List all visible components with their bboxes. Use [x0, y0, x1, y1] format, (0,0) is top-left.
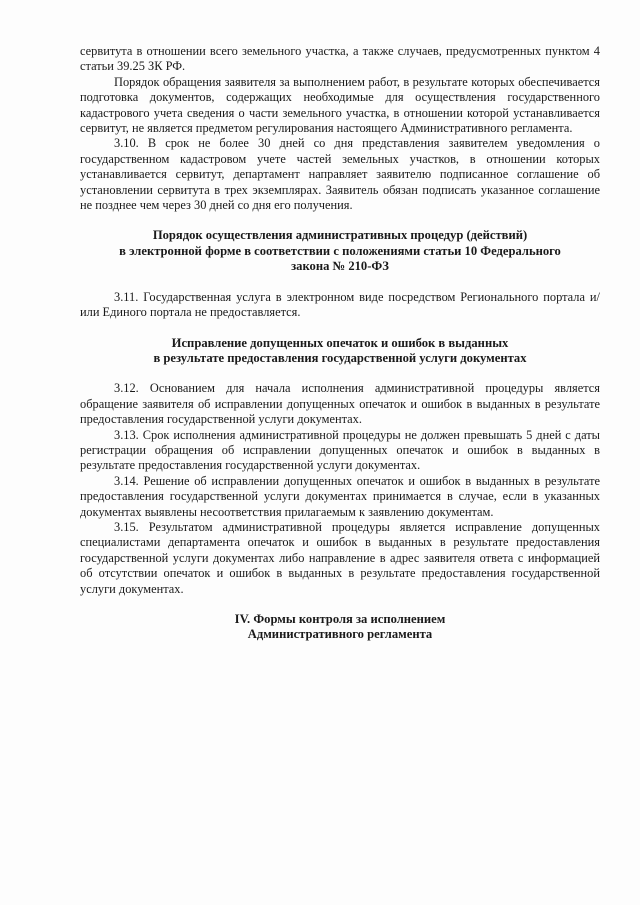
heading-electronic-line-2: в электронной форме в соответствии с положениями статьи 10 Федерального: [119, 243, 561, 258]
paragraph-application-procedure: Порядок обращения заявителя за выполнением работ, в результате которых обеспечивается подготовка документов, содержащих необходимые для осуществления государственного кадастрового учета сведения о части земельного участка, в отношении которой устанавливается сервитут, не является предметом регулирования настоящего Административного регламента.: [80, 74, 600, 136]
document-body: [80, 44, 600, 643]
heading-section-iv-line-1: IV. Формы контроля за исполнением: [234, 612, 446, 626]
heading-electronic-line-1: Порядок осуществления административных процедур (действий): [152, 228, 528, 243]
heading-error-line-2: в результате предоставления государственной услуги документах: [153, 350, 527, 365]
heading-error-line-1: Исправление допущенных опечаток и ошибок в выданных: [171, 335, 509, 350]
paragraph-servitude-end: сервитута в отношении всего земельного участка, а также случаев, предусмотренных пунктом 4 статьи 39.25 ЗК РФ.: [80, 44, 600, 74]
paragraph-3-15: 3.15. Результатом административной процедуры является исправление допущенных специалистами департамента опечаток и ошибок в выданных в результате предоставления государственной услуги документах либо направление в адрес заявителя ответа с информацией об отсутствии опечаток и ошибок в выданных в результате предоставления государственной услуги документах.: [80, 519, 600, 596]
heading-section-iv-line-2: Административного регламента: [247, 627, 433, 642]
paragraph-3-13: 3.13. Срок исполнения административной процедуры не должен превышать 5 дней с даты регистрации обращения об исправлении допущенных опечаток и ошибок в выданных в результате предоставления государственной услуги документах.: [80, 427, 600, 473]
paragraph-3-12: 3.12. Основанием для начала исполнения административной процедуры является обращение заявителя об исправлении допущенных опечаток и ошибок в выданных в результате предоставления государственной услуги документах.: [80, 381, 600, 427]
paragraph-3-14: 3.14. Решение об исправлении допущенных опечаток и ошибок в выданных в результате предоставления государственной услуги документах принимается в случае, если в указанных документах выявлены несоответствия прилагаемым к заявлению документам.: [80, 473, 600, 519]
heading-electronic-procedures: [80, 228, 600, 274]
paragraph-3-10: 3.10. В срок не более 30 дней со дня представления заявителем уведомления о государственном кадастровом учете частей земельных участков, в отношении которых устанавливается сервитут, департамент направляет заявителю подписанное соглашение об установлении сервитута в трех экземплярах. Заявитель обязан подписать указанное соглашение не позднее чем через 30 дней со дня его получения.: [80, 136, 600, 213]
heading-error-correction: [80, 336, 600, 367]
paragraph-3-11: 3.11. Государственная услуга в электронном виде посредством Регионального портала и/или Единого портала не предоставляется.: [80, 289, 600, 320]
heading-electronic-line-3: закона № 210-ФЗ: [291, 259, 389, 274]
heading-section-iv: [80, 612, 600, 643]
